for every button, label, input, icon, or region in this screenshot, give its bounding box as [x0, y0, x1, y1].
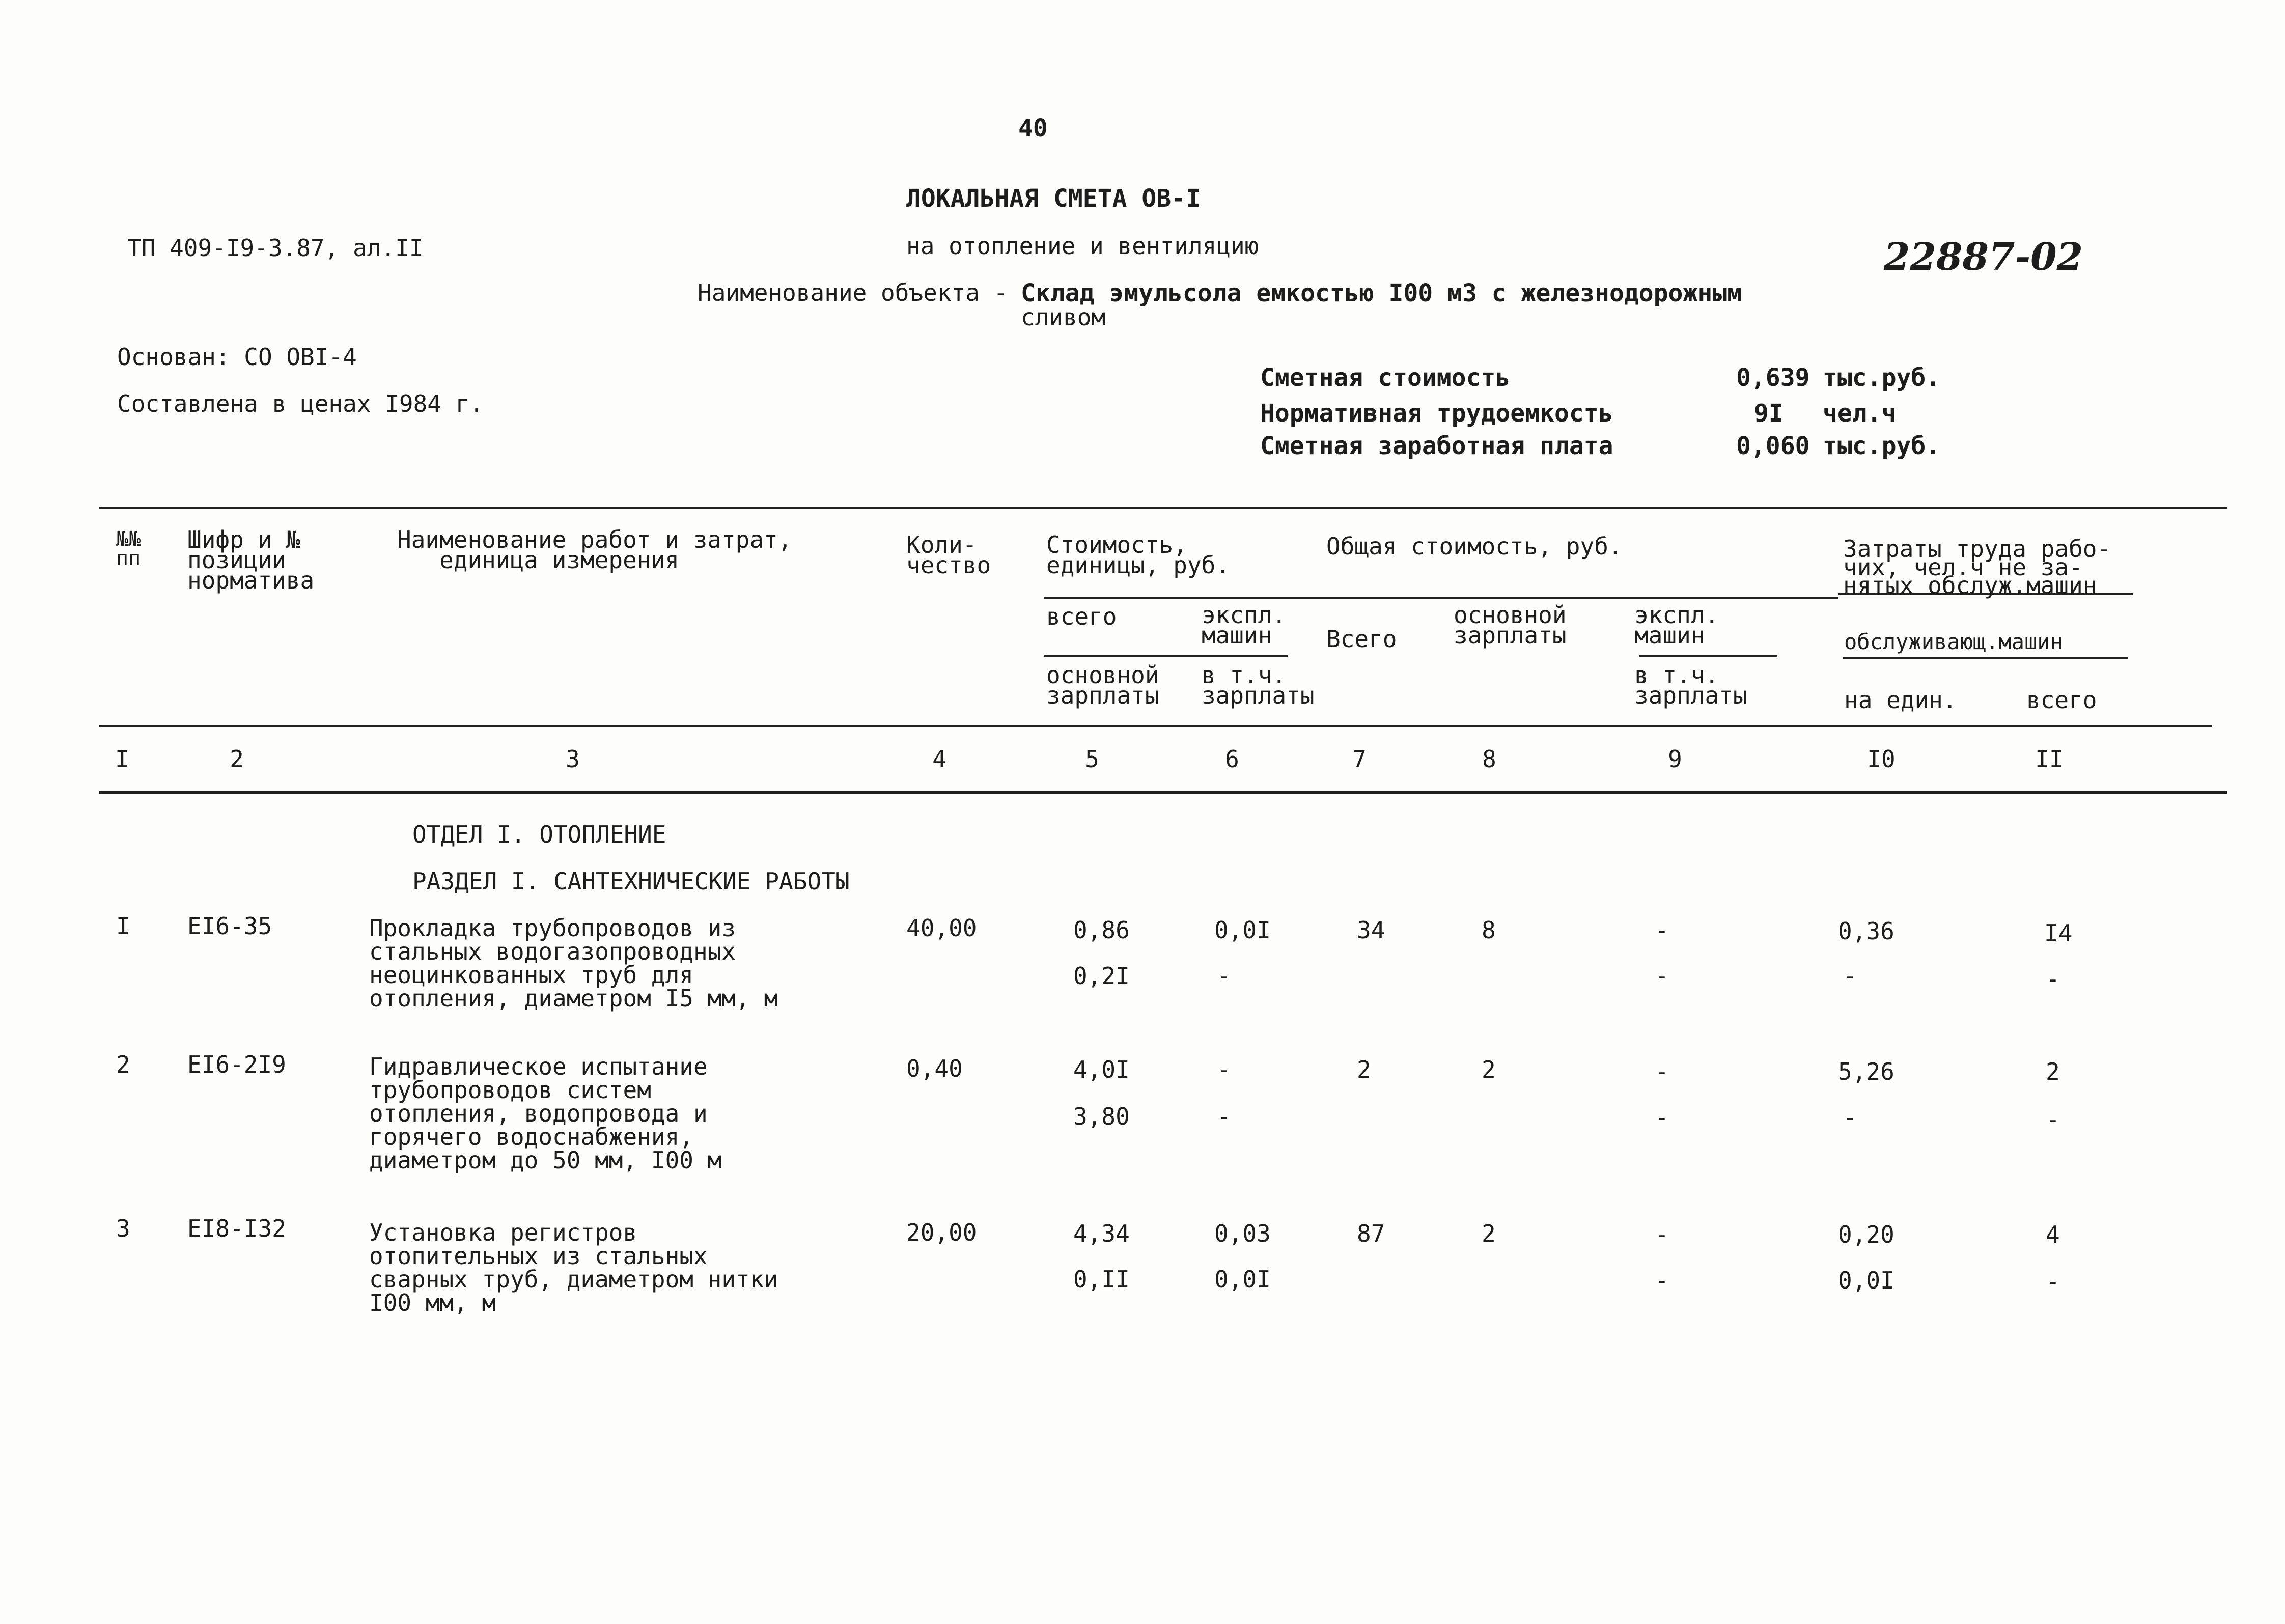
row-labor-total: 2 — [2046, 1058, 2060, 1085]
row-work-name: Прокладка трубопроводов из стальных водогазопроводных неоцинкованных труб для отопления, диаметром I5 мм, м — [369, 914, 778, 1012]
row-labor-per-unit-serving: - — [1843, 962, 1857, 990]
row-quantity: 20,00 — [906, 1219, 977, 1246]
row-total: 2 — [1357, 1056, 1371, 1083]
row-total-machines-wage: - — [1655, 1104, 1669, 1131]
header-c8-wage: основной зарплаты — [1454, 601, 1567, 649]
row-total: 34 — [1357, 916, 1385, 944]
row-unit-total: 4,34 — [1073, 1220, 1130, 1247]
project-code: ТП 409-I9-3.87, ал.II — [127, 234, 424, 262]
row-work-name: Установка регистров отопительных из стальных сварных труб, диаметром нитки I00 мм, м — [369, 1219, 778, 1317]
header-c5-total: всего — [1046, 603, 1117, 630]
header-mid-rule — [1044, 597, 1838, 599]
col-number-4: 4 — [932, 745, 946, 773]
row-code: EI8-I32 — [187, 1215, 286, 1242]
row-labor-total-serving: - — [2046, 1106, 2060, 1133]
row-work-name: Гидравлическое испытание трубопроводов систем отопления, водопровода и горячего водоснабжения, диаметром до 50 мм, I00 м — [369, 1053, 722, 1174]
header-c6-incl-wage: в т.ч. зарплаты — [1202, 661, 1315, 709]
summary-label-cost: Сметная стоимость — [1260, 363, 1511, 392]
summary-value-wage: 0,060 — [1736, 432, 1810, 460]
summary-label-labor: Нормативная трудоемкость — [1260, 399, 1613, 428]
section-department: ОТДЕЛ I. ОТОПЛЕНИЕ — [412, 821, 666, 848]
header-c5-wage: основной зарплаты — [1046, 661, 1159, 709]
document-subtitle: на отопление и вентиляцию — [906, 232, 1259, 260]
row-total-machines: - — [1655, 916, 1669, 944]
document-title: ЛОКАЛЬНАЯ СМЕТА ОВ-I — [906, 184, 1201, 213]
row-unit-wage: 3,80 — [1073, 1103, 1130, 1130]
col-number-1: I — [115, 745, 129, 773]
row-unit-machines-wage: - — [1217, 1103, 1231, 1130]
row-quantity: 0,40 — [906, 1055, 963, 1082]
summary-unit-labor: чел.ч — [1823, 399, 1897, 428]
row-unit-machines-wage: 0,0I — [1214, 1266, 1271, 1293]
header-labor: Затраты труда рабо- чих, чел.ч не за- нятых обслуж.машин — [1843, 535, 2111, 599]
summary-unit-wage: тыс.руб. — [1823, 432, 1941, 460]
row-total-machines-wage: - — [1655, 962, 1669, 990]
prices-year: Составлена в ценах I984 г. — [117, 390, 484, 417]
row-quantity: 40,00 — [906, 914, 977, 942]
header-c6-machines: экспл. машин — [1202, 601, 1287, 649]
row-labor-total: 4 — [2046, 1221, 2060, 1248]
row-labor-per-unit-serving: - — [1843, 1104, 1857, 1131]
header-c1011-serving: обслуживающ.машин — [1844, 629, 2063, 654]
header-total-cost: Общая стоимость, руб. — [1326, 533, 1623, 560]
row-code: EI6-35 — [187, 912, 272, 940]
header-unit-cost: Стоимость, единицы, руб. — [1046, 531, 1230, 579]
row-total-machines: - — [1655, 1221, 1669, 1248]
header-c11-total: всего — [2026, 686, 2097, 714]
row-number: 3 — [116, 1215, 130, 1242]
row-total-wage: 8 — [1482, 916, 1496, 944]
header-quantity: Коли- чество — [906, 531, 991, 579]
row-labor-total: I4 — [2044, 919, 2073, 947]
row-unit-machines: 0,0I — [1214, 916, 1271, 944]
col-number-11: II — [2035, 745, 2064, 773]
row-labor-per-unit: 5,26 — [1838, 1058, 1894, 1085]
row-total-machines-wage: - — [1655, 1267, 1669, 1294]
basis: Основан: СО ОВI-4 — [117, 343, 357, 371]
page-number: 40 — [1018, 114, 1048, 143]
header-row-number: №№ пп — [116, 527, 141, 570]
header-rule-c5 — [1044, 655, 1288, 657]
row-total-machines: - — [1655, 1058, 1669, 1085]
header-code: Шифр и № позиции норматива — [187, 526, 315, 594]
row-total: 87 — [1357, 1220, 1385, 1247]
row-labor-total-serving: - — [2046, 965, 2060, 993]
col-number-8: 8 — [1482, 745, 1496, 773]
row-code: EI6-2I9 — [187, 1051, 286, 1078]
object-name-line1: Склад эмульсола емкостью I00 м3 с железнодорожным — [1021, 279, 1742, 307]
row-unit-wage: 0,II — [1073, 1266, 1130, 1293]
section-part: РАЗДЕЛ I. САНТЕХНИЧЕСКИЕ РАБОТЫ — [412, 867, 850, 895]
header-c9-incl-wage: в т.ч. зарплаты — [1634, 661, 1747, 709]
col-number-2: 2 — [230, 745, 244, 773]
row-total-wage: 2 — [1482, 1056, 1496, 1083]
col-numbers-rule — [99, 791, 2227, 794]
row-unit-total: 4,0I — [1073, 1056, 1130, 1083]
row-number: I — [116, 912, 130, 940]
header-top-rule — [99, 507, 2227, 509]
row-labor-per-unit: 0,20 — [1838, 1221, 1894, 1248]
header-c9-machines: экспл. машин — [1634, 601, 1719, 649]
row-unit-machines-wage: - — [1217, 962, 1231, 990]
row-unit-machines: - — [1217, 1056, 1231, 1083]
col-number-10: I0 — [1867, 745, 1896, 773]
row-unit-wage: 0,2I — [1073, 962, 1130, 990]
header-bottom-rule — [99, 725, 2212, 727]
row-labor-per-unit: 0,36 — [1838, 917, 1894, 945]
row-total-wage: 2 — [1482, 1220, 1496, 1247]
col-number-3: 3 — [566, 745, 580, 773]
col-number-7: 7 — [1352, 745, 1367, 773]
row-unit-total: 0,86 — [1073, 916, 1130, 944]
col-number-5: 5 — [1085, 745, 1099, 773]
row-unit-machines: 0,03 — [1214, 1220, 1271, 1247]
handwritten-number: 22887-02 — [1884, 235, 2083, 279]
header-rule-c9 — [1639, 655, 1777, 657]
header-rule-c1011-sub — [1843, 657, 2128, 659]
row-number: 2 — [116, 1051, 130, 1078]
header-c7-total: Всего — [1326, 625, 1397, 653]
header-c10-per-unit: на един. — [1844, 686, 1957, 714]
row-labor-total-serving: - — [2046, 1268, 2060, 1295]
summary-value-labor: 9I — [1754, 399, 1784, 428]
col-number-9: 9 — [1668, 745, 1682, 773]
summary-label-wage: Сметная заработная плата — [1260, 432, 1613, 460]
col-number-6: 6 — [1225, 745, 1239, 773]
object-label: Наименование объекта - — [698, 279, 1008, 306]
row-labor-per-unit-serving: 0,0I — [1838, 1267, 1894, 1294]
summary-value-cost: 0,639 — [1736, 363, 1810, 392]
header-work-name: Наименование работ и затрат, единица измерения — [397, 526, 792, 574]
summary-unit-cost: тыс.руб. — [1823, 363, 1941, 392]
object-name-line2: сливом — [1021, 303, 1106, 331]
